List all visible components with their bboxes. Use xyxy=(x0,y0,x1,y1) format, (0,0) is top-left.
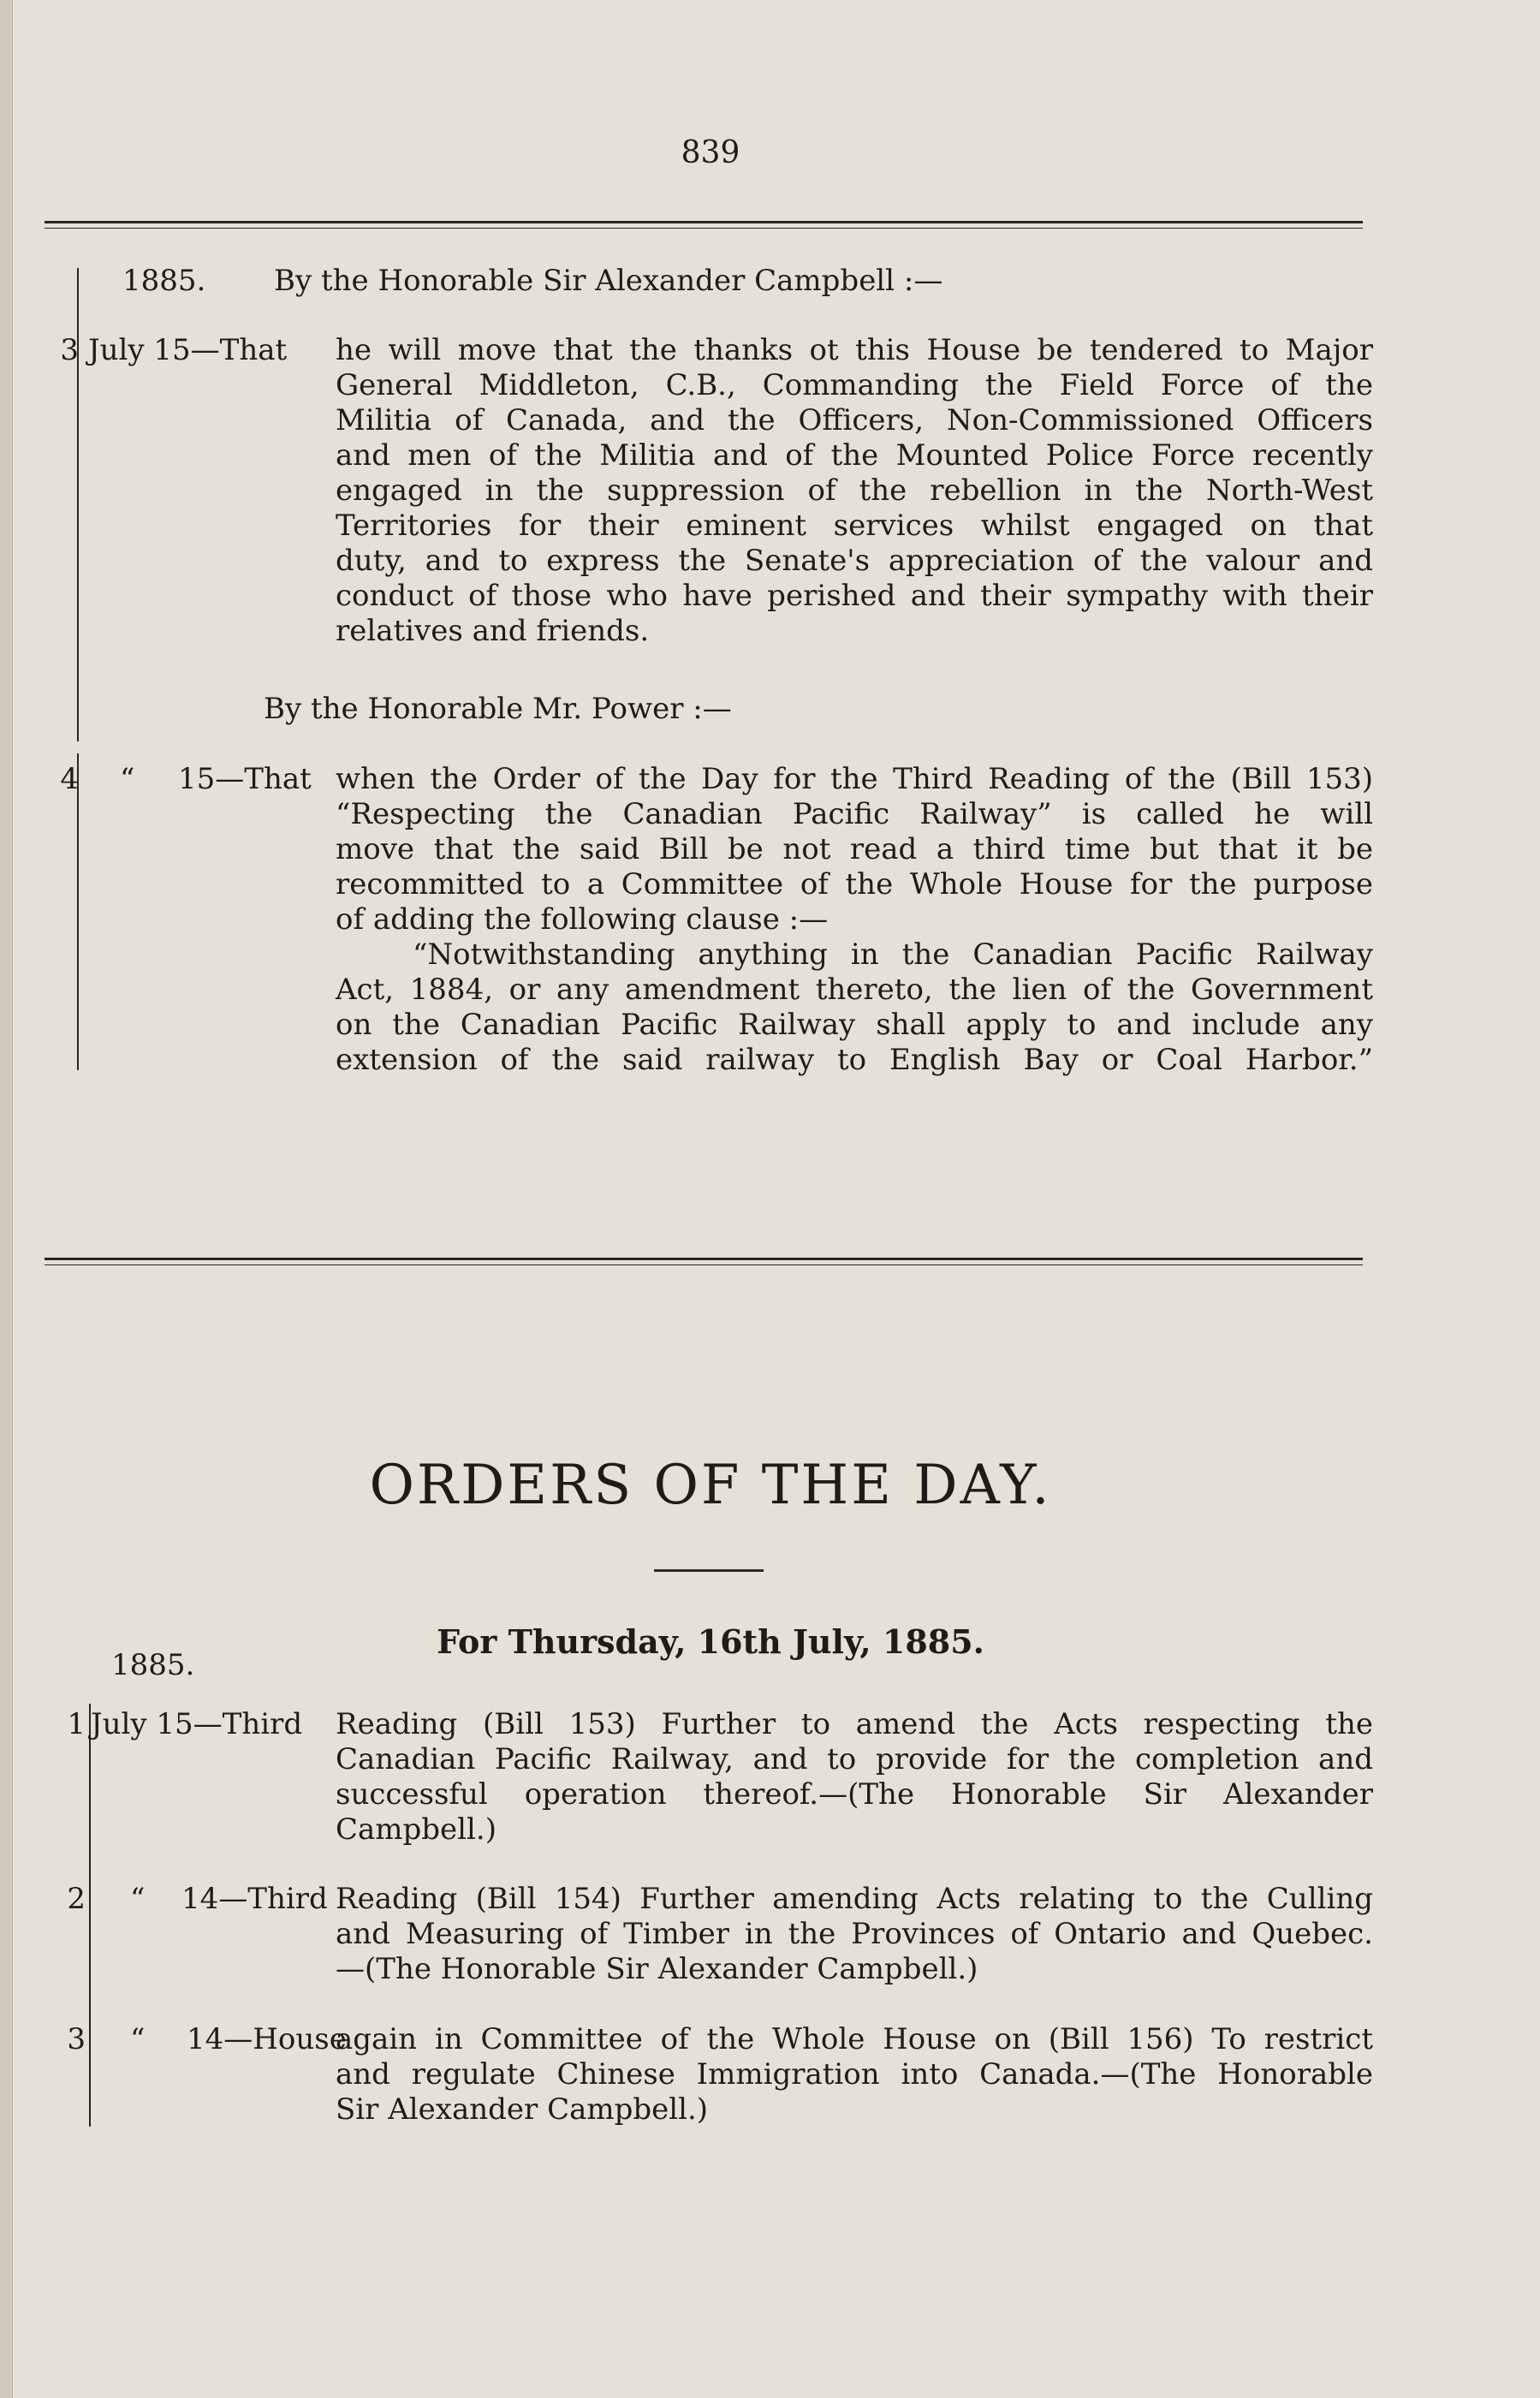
motion-date: 15—That xyxy=(178,762,312,796)
text-line: duty, and to express the Senate's appreciation of the valour and xyxy=(336,544,1373,578)
text-line: and regulate Chinese Immigration into Canada.—(The Honorable xyxy=(336,2057,1373,2092)
page-gutter xyxy=(0,0,13,2398)
ditto-mark: “ xyxy=(120,762,135,796)
text-line: recommitted to a Committee of the Whole House for the purpose xyxy=(336,867,1373,901)
text-line: “Notwithstanding anything in the Canadian Pacific Railway xyxy=(413,937,1373,972)
heading-dash xyxy=(654,1569,764,1572)
text-line: Reading (Bill 154) Further amending Acts relating to the Culling xyxy=(336,1882,1373,1916)
text-line: Sir Alexander Campbell.) xyxy=(336,2092,709,2127)
text-line: Act, 1884, or any amendment thereto, the lien of the Government xyxy=(336,973,1373,1007)
order-text xyxy=(336,1882,1373,1987)
motion-number: 4 xyxy=(60,762,79,796)
year-label: 1885. xyxy=(122,264,206,298)
section-heading: ORDERS OF THE DAY. xyxy=(369,1454,1052,1517)
text-line: Campbell.) xyxy=(336,1812,496,1847)
section-subheading: For Thursday, 16th July, 1885. xyxy=(437,1622,984,1661)
motion-number: 3 xyxy=(60,333,79,367)
text-line: and Measuring of Timber in the Provinces of Ontario and Quebec. xyxy=(336,1917,1373,1951)
motion-intro: By the Honorable Sir Alexander Campbell :— xyxy=(274,264,943,298)
year-label: 1885. xyxy=(111,1648,195,1682)
section-rule xyxy=(45,1258,1363,1265)
text-line: successful operation thereof.—(The Honorable Sir Alexander xyxy=(336,1777,1373,1812)
order-number: 2 xyxy=(67,1882,86,1916)
text-line: again in Committee of the Whole House on (Bill 156) To restrict xyxy=(336,2022,1373,2056)
motion-intro: By the Honorable Mr. Power :— xyxy=(264,692,732,726)
text-line: Reading (Bill 153) Further to amend the Acts respecting the xyxy=(336,1707,1373,1741)
order-number: 3 xyxy=(67,2022,86,2056)
text-line: “Respecting the Canadian Pacific Railway” is called he will xyxy=(336,797,1373,831)
text-line: engaged in the suppression of the rebellion in the North-West xyxy=(336,473,1373,508)
margin-line xyxy=(89,1704,91,2127)
text-line: of adding the following clause :— xyxy=(336,902,829,937)
text-line: Militia of Canada, and the Officers, Non-Commissioned Officers xyxy=(336,403,1373,437)
ditto-mark: “ xyxy=(130,2022,146,2056)
text-line: he will move that the thanks ot this House be tendered to Major xyxy=(336,333,1373,367)
text-line: Canadian Pacific Railway, and to provide for the completion and xyxy=(336,1742,1373,1776)
text-line: Territories for their eminent services whilst engaged on that xyxy=(336,509,1373,543)
motion-text xyxy=(336,333,1373,649)
text-line: relatives and friends. xyxy=(336,614,650,648)
text-line: and men of the Militia and of the Mounted Police Force recently xyxy=(336,438,1373,473)
order-number: 1 xyxy=(67,1707,86,1741)
order-text xyxy=(336,1707,1373,1848)
motion-text xyxy=(336,762,1373,1078)
text-line: conduct of those who have perished and their sympathy with their xyxy=(336,579,1373,613)
text-line: General Middleton, C.B., Commanding the Field Force of the xyxy=(336,368,1373,402)
order-date: July 15—Third xyxy=(91,1707,303,1741)
ditto-mark: “ xyxy=(130,1882,146,1916)
order-text xyxy=(336,2022,1373,2127)
page-number: 839 xyxy=(681,135,740,170)
text-line: move that the said Bill be not read a third time but that it be xyxy=(336,832,1373,866)
text-line: on the Canadian Pacific Railway shall apply to and include any xyxy=(336,1008,1373,1042)
text-line: —(The Honorable Sir Alexander Campbell.) xyxy=(336,1952,978,1986)
margin-line xyxy=(77,753,79,1070)
top-rule xyxy=(45,221,1363,229)
text-line: when the Order of the Day for the Third Reading of the (Bill 153) xyxy=(336,762,1373,796)
motion-date: July 15—That xyxy=(88,333,288,367)
text-line: extension of the said railway to English Bay or Coal Harbor.” xyxy=(336,1043,1373,1077)
order-date: 14—House xyxy=(187,2022,347,2056)
order-date: 14—Third xyxy=(181,1882,328,1916)
